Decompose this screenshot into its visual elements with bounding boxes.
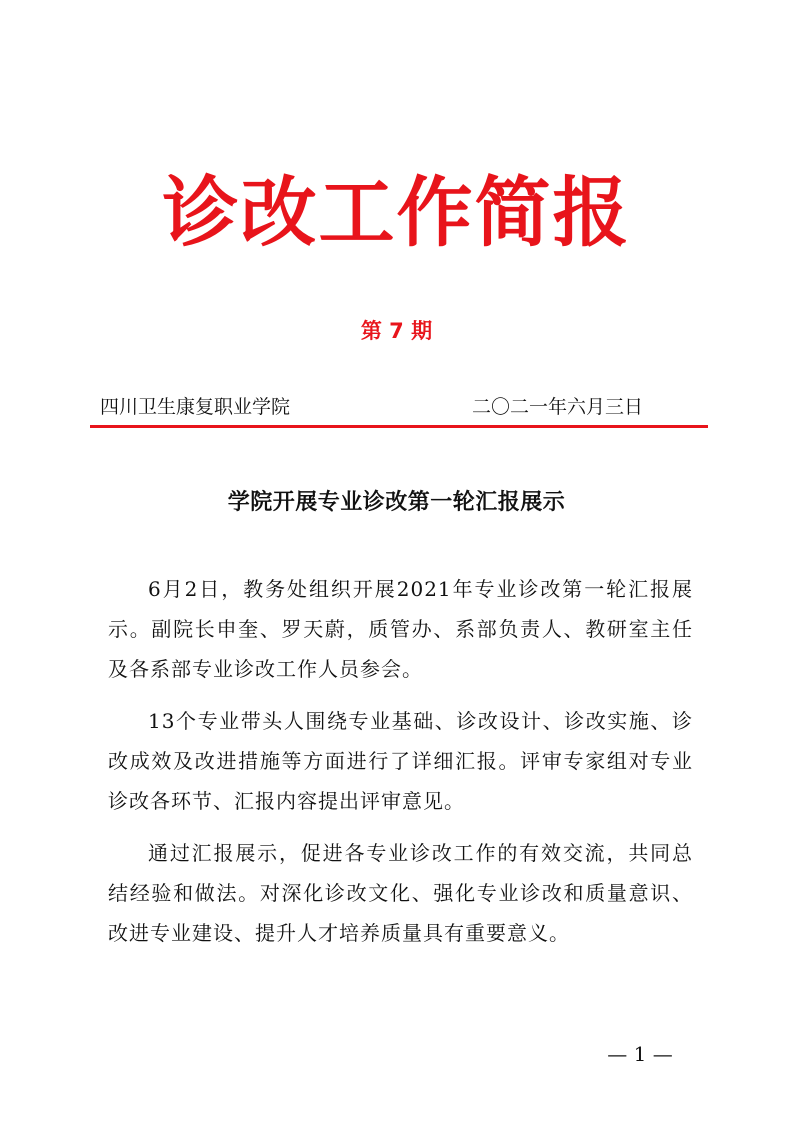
masthead-title: 诊改工作简报 (162, 168, 631, 257)
organization-name: 四川卫生康复职业学院 (100, 396, 291, 418)
article-headline: 学院开展专业诊改第一轮汇报展示 (227, 489, 566, 515)
meta-row (100, 393, 644, 421)
page-number: — 1 — (607, 1042, 673, 1066)
article-body (108, 569, 693, 965)
paragraph-3: 通过汇报展示，促进各专业诊改工作的有效交流，共同总结经验和做法。对深化诊改文化、强化专业诊改和质量意识、改进专业建设、提升人才培养质量具有重要意义。 (108, 841, 693, 945)
paragraph-1: 6月2日，教务处组织开展2021年专业诊改第一轮汇报展示。副院长申奎、罗天蔚，质管办、系部负责人、教研室主任及各系部专业诊改工作人员参会。 (108, 577, 693, 681)
red-divider (90, 425, 708, 428)
paragraph-2: 13个专业带头人围绕专业基础、诊改设计、诊改实施、诊改成效及改进措施等方面进行了详细汇报。评审专家组对专业诊改各环节、汇报内容提出评审意见。 (108, 709, 693, 813)
publish-date: 二〇二一年六月三日 (472, 396, 644, 418)
issue-number: 第 7 期 (360, 319, 433, 343)
